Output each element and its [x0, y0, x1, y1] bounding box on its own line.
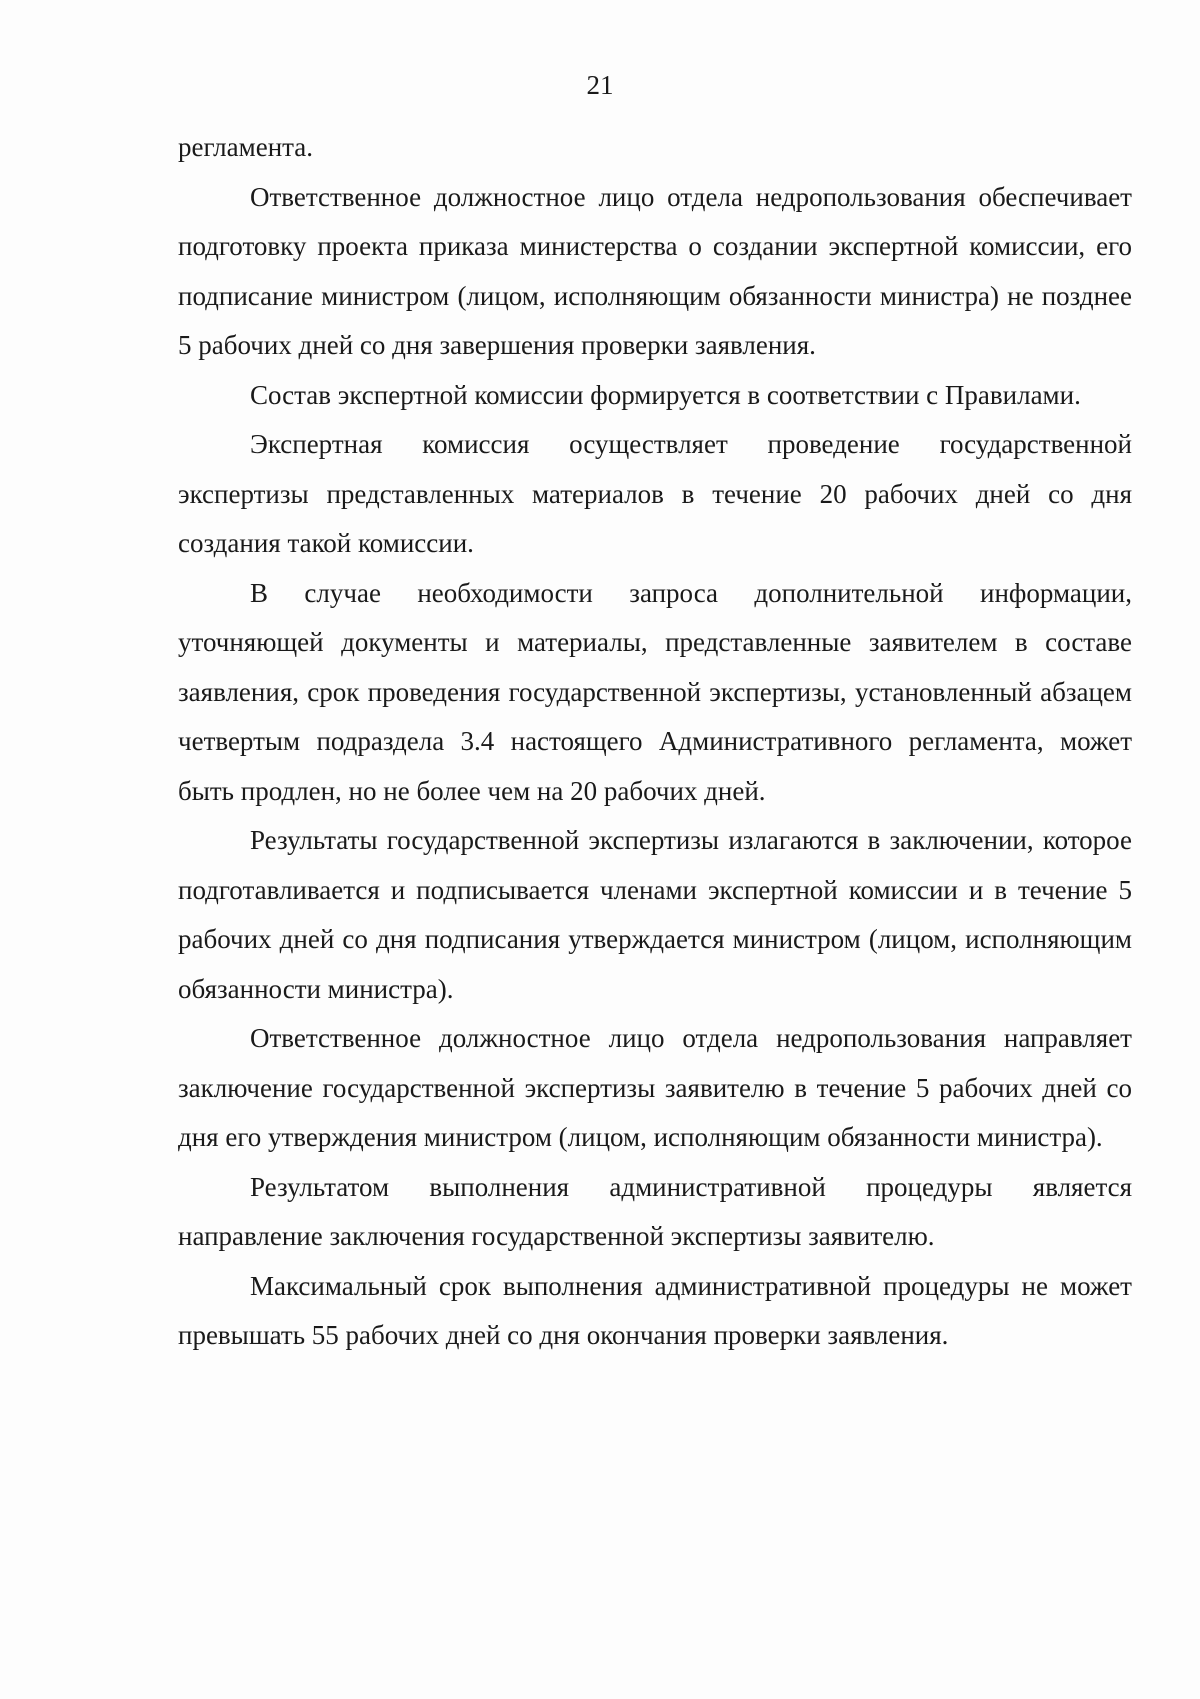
paragraph-continuation: регламента.: [178, 132, 314, 162]
paragraph-procedure-result: Результатом выполнения административной процедуры является направление заключения государственной экспертизы заявителю.: [178, 1171, 1132, 1251]
document-body: [178, 123, 1132, 1361]
paragraph-max-term: Максимальный срок выполнения административной процедуры не может превышать 55 рабочих дней со дня окончания проверки заявления.: [178, 1270, 1132, 1350]
paragraph-term-extension: В случае необходимости запроса дополнительной информации, уточняющей документы и материалы, представленные заявителем в составе заявления, срок проведения государственной экспертизы, установленный абзацем четвертым подраздела 3.4 настоящего Административного регламента, может быть продлен, но не более чем на 20 рабочих дней.: [178, 577, 1132, 806]
paragraph-expertise-results: Результаты государственной экспертизы излагаются в заключении, которое подготавливается и подписывается членами экспертной комиссии и в течение 5 рабочих дней со дня подписания утверждается министром (лицом, исполняющим обязанности министра).: [178, 825, 1132, 1004]
page-number: 21: [586, 70, 614, 100]
paragraph-conclusion-delivery: Ответственное должностное лицо отдела недропользования направляет заключение государственной экспертизы заявителю в течение 5 рабочих дней со дня его утверждения министром (лицом, исполняющим обязанности министра).: [178, 1023, 1132, 1152]
paragraph-expert-commission-order: Ответственное должностное лицо отдела недропользования обеспечивает подготовку проекта приказа министерства о создании экспертной комиссии, его подписание министром (лицом, исполняющим обязанности министра) не позднее 5 рабочих дней со дня завершения проверки заявления.: [178, 181, 1132, 360]
paragraph-expertise-term: Экспертная комиссия осуществляет проведение государственной экспертизы представленных материалов в течение 20 рабочих дней со дня создания такой комиссии.: [178, 429, 1132, 558]
paragraph-commission-composition: Состав экспертной комиссии формируется в соответствии с Правилами.: [250, 379, 1081, 410]
